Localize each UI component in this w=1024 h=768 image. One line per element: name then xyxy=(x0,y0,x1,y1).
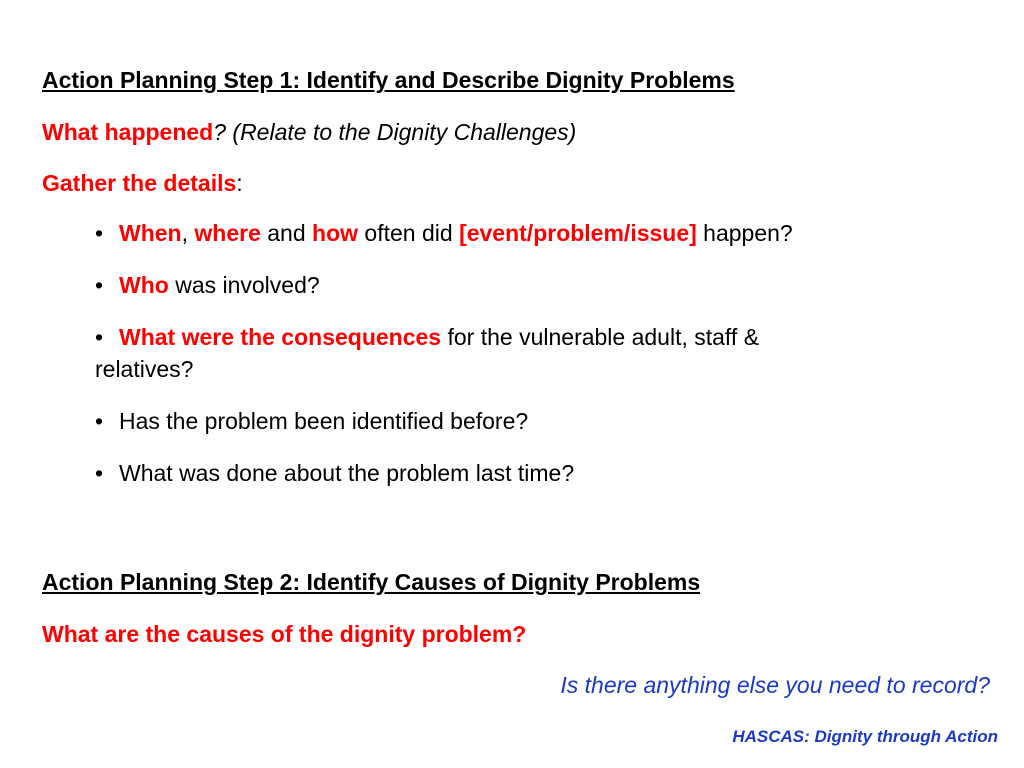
event-label: [event/problem/issue] xyxy=(459,220,697,246)
comma-separator: , xyxy=(181,220,188,246)
consequences-label: What were the consequences xyxy=(119,324,442,350)
list-item xyxy=(95,405,975,437)
gather-details-label: Gather the details xyxy=(42,170,237,196)
done-last-time-text: What was done about the problem last time? xyxy=(119,460,575,486)
often-did-text: often did xyxy=(358,220,460,246)
gather-details-colon: : xyxy=(236,170,243,196)
who-rest-text: was involved? xyxy=(168,272,320,298)
and-text: and xyxy=(260,220,313,246)
list-item xyxy=(95,217,975,249)
what-happened-line xyxy=(42,118,576,146)
list-item xyxy=(95,457,975,489)
bullet-icon: • xyxy=(95,272,104,298)
identified-before-text: Has the problem been identified before? xyxy=(119,408,529,434)
list-item xyxy=(95,269,975,301)
list-item xyxy=(95,321,975,385)
where-label: where xyxy=(194,220,261,246)
consequences-rest-text: for the vulnerable adult, staff & xyxy=(441,324,760,350)
bullet-icon: • xyxy=(95,408,104,434)
when-label: When xyxy=(119,220,182,246)
footer-credit: HASCAS: Dignity through Action xyxy=(732,727,998,746)
causes-question: What are the causes of the dignity problem? xyxy=(42,621,527,647)
what-happened-label: What happened xyxy=(42,119,214,145)
bullet-icon: • xyxy=(95,220,104,246)
happen-text: happen? xyxy=(696,220,793,246)
step2-heading: Action Planning Step 2: Identify Causes of Dignity Problems xyxy=(42,569,701,595)
bullet-icon: • xyxy=(95,460,104,486)
who-label: Who xyxy=(119,272,169,298)
consequences-continuation: relatives? xyxy=(95,356,194,382)
how-label: how xyxy=(312,220,359,246)
bullet-icon: • xyxy=(95,324,104,350)
gather-details-line xyxy=(42,169,243,197)
record-note: Is there anything else you need to record? xyxy=(560,672,990,698)
step1-heading: Action Planning Step 1: Identify and Describe Dignity Problems xyxy=(42,67,735,93)
what-happened-suffix: ? (Relate to the Dignity Challenges) xyxy=(213,119,577,145)
